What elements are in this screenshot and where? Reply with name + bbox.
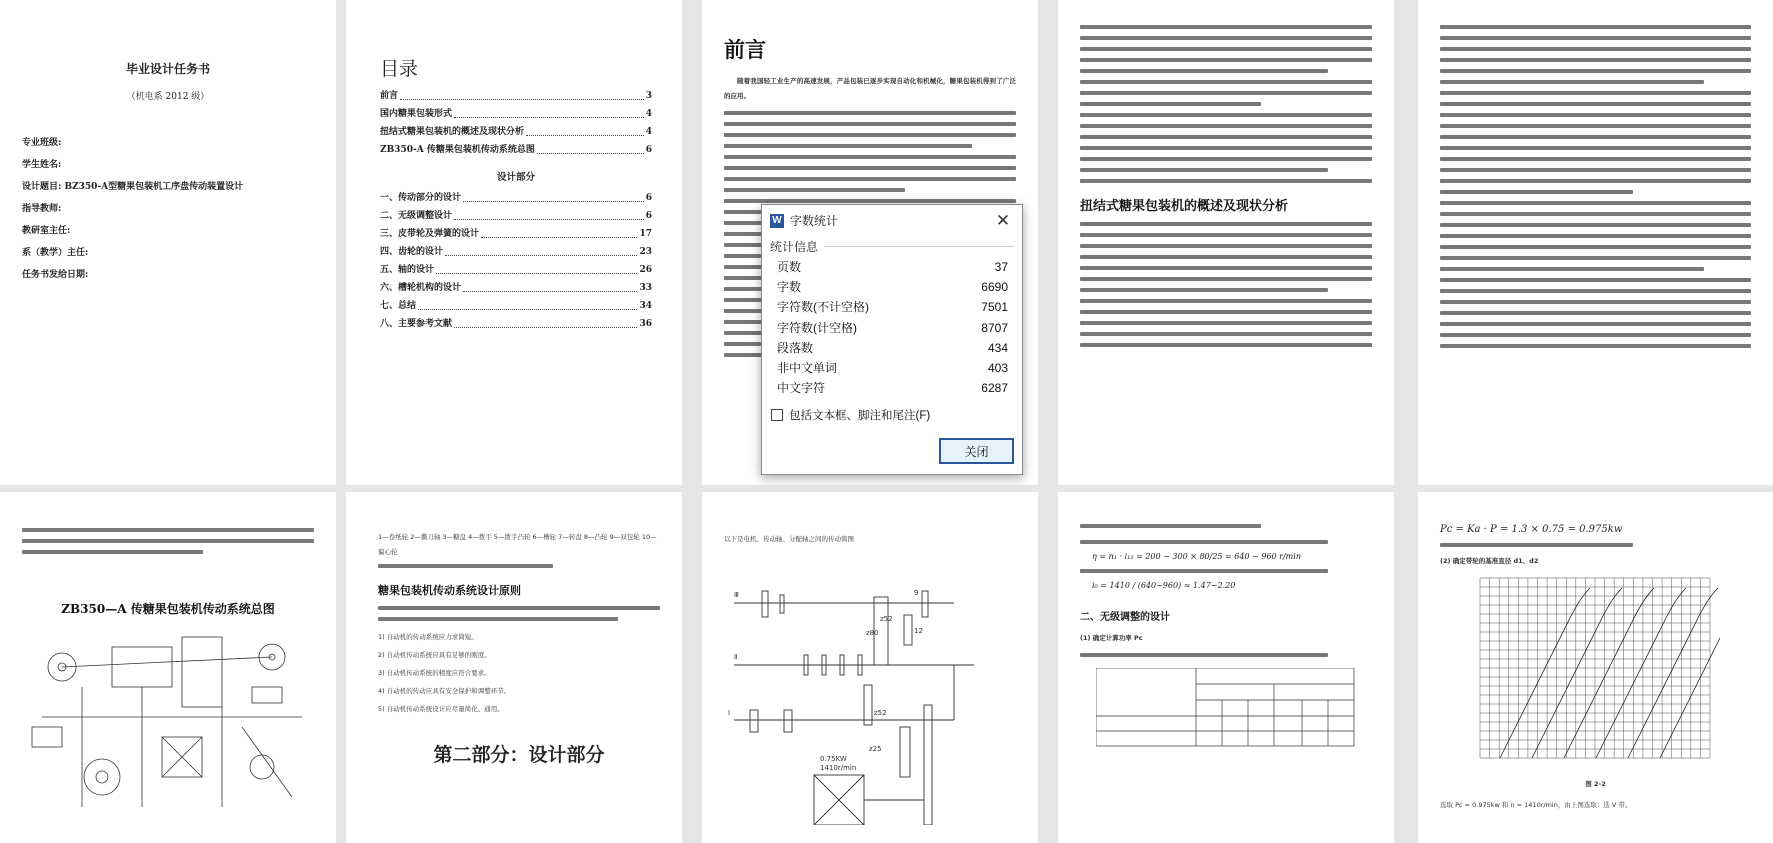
toc-design-title: 设计部分	[496, 172, 535, 183]
toc-list-design	[380, 189, 652, 333]
page-10	[1418, 492, 1773, 843]
chart-belt-curve	[1660, 588, 1720, 758]
stat-row: 字符数(计空格) 8707	[777, 320, 1008, 335]
rule-item: 1) 自动机的传动系统应力求简短。	[378, 633, 478, 641]
page10-caption: 图 2-2	[1585, 780, 1606, 788]
page9-section-title: 二、无级调整的设计	[1080, 612, 1170, 623]
shaft-label-ii: Ⅱ	[734, 653, 738, 661]
stats-list	[762, 257, 1022, 398]
cover-field: 任务书发给日期:	[22, 270, 89, 280]
toc-item[interactable]: 国内糖果包装形式 4	[380, 105, 652, 123]
stat-row: 非中文单词 403	[777, 361, 1008, 376]
page-cover	[0, 0, 336, 485]
preface-intro: 随着我国轻工业生产的高速发展，产品包装已逐步实现自动化和机械化，糖果包装机得到了广泛的应用。	[724, 77, 1016, 100]
cover-fields	[22, 132, 314, 286]
toc-list-top	[380, 87, 652, 159]
page-toc	[346, 0, 682, 485]
page10-equation: Pc = Ka · P = 1.3 × 0.75 = 0.975kw	[1440, 524, 1623, 535]
gear-label: z52	[874, 709, 887, 717]
toc-item[interactable]: 七、总结 34	[380, 297, 652, 315]
stat-row: 段落数 434	[777, 340, 1008, 355]
close-icon[interactable]: ✕	[995, 210, 1011, 230]
toc-item[interactable]: 五、轴的设计 26	[380, 261, 652, 279]
stat-row: 中文字符 6287	[777, 381, 1008, 396]
include-textbox-checkbox[interactable]	[771, 407, 1022, 423]
motor-power-label: 0.75KW	[820, 755, 847, 763]
page4-section-title: 扭结式糖果包装机的概述及现状分析	[1080, 199, 1289, 214]
checkbox-label: 包括文本框、脚注和尾注(F)	[789, 410, 931, 423]
page-8	[702, 492, 1038, 843]
word-app-icon: W	[770, 214, 784, 228]
toc-item[interactable]: 六、槽轮机构的设计 33	[380, 279, 652, 297]
toc-item[interactable]: 扭结式糖果包装机的概述及现状分析 4	[380, 123, 652, 141]
cover-field: 设计题目: BZ350-A型糖果包装机工序盘传动装置设计	[22, 182, 244, 192]
dialog-title: 字数统计	[790, 214, 839, 228]
page5-body	[1440, 25, 1751, 348]
cover-field: 教研室主任:	[22, 226, 71, 236]
motor-speed-label: 1410r/min	[820, 764, 857, 772]
toc-item[interactable]: 一、传动部分的设计 6	[380, 189, 652, 207]
close-button[interactable]: 关闭	[939, 438, 1014, 464]
checkbox-box[interactable]	[771, 409, 783, 421]
page6-body	[22, 528, 314, 554]
gear-label: z80	[866, 629, 879, 637]
page7-section-title: 糖果包装机传动系统设计原则	[378, 584, 521, 597]
page7-part-title: 第二部分：设计部分	[433, 744, 605, 766]
gear-label: z25	[869, 745, 882, 753]
page7-rules	[378, 628, 660, 718]
toc-item[interactable]: 二、无级调整设计 6	[380, 207, 652, 225]
preface-heading: 前言	[724, 37, 766, 62]
page-9	[1058, 492, 1394, 843]
stat-row: 页数 37	[777, 260, 1008, 274]
rule-item: 2) 自动机传动系统应具有足够的刚度。	[378, 651, 491, 659]
page-7	[346, 492, 682, 843]
rule-item: 5) 自动机传动系统设计应尽量简化、通用。	[378, 705, 504, 713]
page-5	[1418, 0, 1773, 485]
cover-field: 专业班级:	[22, 138, 62, 148]
page6-heading: ZB350—A 传糖果包装机传动系统总图	[61, 602, 275, 616]
gear-label: 9	[914, 589, 919, 597]
page-4	[1058, 0, 1394, 485]
page9-subtitle: (1) 确定计算功率 Pc	[1080, 634, 1143, 642]
rule-item: 3) 自动机传动系统的精度应符合要求。	[378, 669, 491, 677]
toc-item[interactable]: 三、皮带轮及弹簧的设计 17	[380, 225, 652, 243]
toc-item[interactable]: 四、齿轮的设计 23	[380, 243, 652, 261]
toc-heading: 目录	[380, 58, 419, 80]
belt-selection-chart	[1460, 573, 1720, 773]
cover-subtitle: （机电系 2012 级）	[126, 92, 210, 102]
page8-intro: 以下是电机、传动轴、分配轴之间的传动简图	[724, 535, 854, 543]
toc-item[interactable]: 前言 3	[380, 87, 652, 105]
dialog-titlebar[interactable]	[762, 205, 1022, 236]
word-count-dialog	[761, 204, 1023, 475]
page7-legend: 1—卷纸轮 2—撕刀轴 3—糖盘 4—拨手 5—拨手凸轮 6—槽轮 7—转盘 8—凸轮 9—双包轮 10—偏心轮	[378, 533, 657, 556]
cover-title: 毕业设计任务书	[125, 62, 210, 76]
page9-equation-2: i₀ = 1410 / (640~960) ≈ 1.47~2.20	[1092, 581, 1236, 590]
work-condition-table	[1096, 668, 1356, 748]
toc-item[interactable]: ZB350-A 传糖果包装机传动系统总图 6	[380, 141, 652, 159]
page10-subtitle: (2) 确定带轮的基准直径 d1、d2	[1440, 557, 1539, 565]
stat-row: 字符数(不计空格) 7501	[777, 300, 1008, 315]
stat-row: 字数 6690	[777, 280, 1008, 295]
rule-item: 4) 自动机的传动应具有安全保护和调整环节。	[378, 687, 511, 695]
page4-body-bottom	[1080, 222, 1372, 347]
cover-field: 系（教学）主任:	[22, 248, 89, 258]
shaft-label-iii: Ⅲ	[734, 591, 739, 599]
page9-equation-1: η = n₁ · i₁₂ = 200 ~ 300 × 80/25 = 640 ~ 960 r/min	[1092, 552, 1301, 561]
transmission-overview-diagram	[22, 627, 314, 817]
cover-field: 学生姓名:	[22, 160, 62, 170]
transmission-diagram	[724, 555, 1016, 825]
gear-label: 12	[914, 627, 923, 635]
page-6	[0, 492, 336, 843]
toc-item[interactable]: 八、主要参考文献 36	[380, 315, 652, 333]
stats-group-label: 统计信息	[770, 238, 1014, 255]
gear-label: z52	[880, 615, 893, 623]
cover-field: 指导教师:	[22, 204, 62, 214]
shaft-label-i: Ⅰ	[728, 709, 731, 717]
page10-bottom-text: 选取 Pc = 0.975kw 和 n = 1410r/min，由上图选取：选 V 带。	[1440, 801, 1632, 809]
page4-body-top	[1080, 25, 1372, 183]
